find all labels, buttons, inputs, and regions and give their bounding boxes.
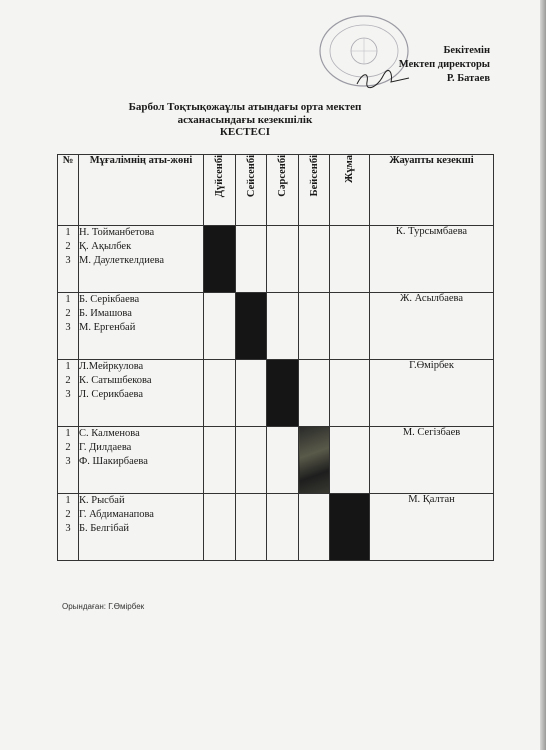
teacher-name: Ф. Шакирбаева: [79, 456, 148, 467]
row-numbers: [58, 293, 79, 360]
empty-day-cell: [204, 427, 236, 494]
row-numbers: [58, 360, 79, 427]
duty-day-marker: [330, 494, 370, 561]
director-signature: [353, 68, 413, 90]
teacher-names: [79, 494, 204, 561]
header-day-wednesday: [267, 155, 299, 226]
row-number: 1: [65, 294, 71, 305]
empty-day-cell: [330, 226, 370, 293]
teacher-name: М. Даулеткелдиева: [79, 255, 164, 266]
row-number: 3: [65, 456, 71, 467]
empty-day-cell: [330, 427, 370, 494]
header-day-label: Бейсенбі: [308, 155, 320, 197]
empty-day-cell: [267, 293, 299, 360]
empty-day-cell: [299, 293, 330, 360]
duty-day-marker: [267, 360, 299, 427]
teacher-name: Н. Тойманбетова: [79, 227, 155, 238]
prepared-by: Орындаған: Г.Өмірбек: [62, 602, 145, 611]
teacher-name: Л.Мейркулова: [79, 361, 144, 372]
table-row: [58, 226, 494, 293]
row-number: 3: [65, 523, 71, 534]
duty-day-marker: [204, 226, 236, 293]
director-name: Р. Батаев: [446, 73, 490, 84]
teacher-names: [79, 360, 204, 427]
empty-day-cell: [204, 494, 236, 561]
teacher-name: М. Ергенбай: [79, 322, 136, 333]
approval-block: [399, 44, 490, 86]
row-number: 1: [65, 361, 71, 372]
teacher-name: Г. Дилдаева: [79, 442, 132, 453]
duty-day-marker: [236, 293, 267, 360]
row-number: 1: [65, 227, 71, 238]
row-number: 1: [65, 428, 71, 439]
responsible-name: М. Қалтан: [370, 494, 494, 561]
header-day-label: Жұма: [344, 155, 355, 183]
responsible-name: К. Турсымбаева: [370, 226, 494, 293]
empty-day-cell: [330, 360, 370, 427]
header-teacher: Мұғалімнің аты-жөні: [79, 155, 204, 226]
empty-day-cell: [267, 226, 299, 293]
row-number: 2: [65, 509, 71, 520]
empty-day-cell: [299, 226, 330, 293]
empty-day-cell: [236, 494, 267, 561]
header-day-monday: [204, 155, 236, 226]
row-number: 2: [65, 308, 71, 319]
header-day-label: Дүйсенбі: [214, 155, 225, 198]
header-day-label: Сейсенбі: [245, 155, 257, 198]
teacher-name: Л. Серикбаева: [79, 389, 144, 400]
teacher-names: [79, 293, 204, 360]
duty-schedule-table: [57, 154, 494, 561]
table-row: [58, 360, 494, 427]
row-numbers: [58, 494, 79, 561]
teacher-names: [79, 427, 204, 494]
teacher-name: К. Сатышбекова: [79, 375, 152, 386]
empty-day-cell: [267, 427, 299, 494]
teacher-name: С. Калменова: [79, 428, 140, 439]
document-title: [120, 101, 370, 139]
empty-day-cell: [330, 293, 370, 360]
approval-line-2: Мектеп директоры: [398, 59, 490, 70]
empty-day-cell: [299, 360, 330, 427]
teacher-name: Б. Имашова: [79, 308, 132, 319]
table-row: [58, 494, 494, 561]
table-header-row: [58, 155, 494, 226]
row-number: 2: [65, 442, 71, 453]
title-line-1: Барбол Тоқтықожаұлы атындағы орта мектеп: [128, 101, 362, 113]
teacher-names: [79, 226, 204, 293]
teacher-name: Б. Серікбаева: [79, 294, 140, 305]
table-row: [58, 427, 494, 494]
header-day-label: Сәрсенбі: [277, 155, 288, 197]
row-numbers: [58, 226, 79, 293]
row-numbers: [58, 427, 79, 494]
empty-day-cell: [204, 293, 236, 360]
duty-day-marker: [299, 427, 330, 494]
header-day-friday: [330, 155, 370, 226]
responsible-name: Ж. Асылбаева: [370, 293, 494, 360]
row-number: 3: [65, 389, 71, 400]
row-number: 3: [65, 322, 71, 333]
empty-day-cell: [299, 494, 330, 561]
teacher-name: Б. Белгібай: [79, 523, 130, 534]
teacher-name: Қ. Ақылбек: [79, 241, 132, 252]
header-day-thursday: [299, 155, 330, 226]
header-day-tuesday: [236, 155, 267, 226]
table-row: [58, 293, 494, 360]
title-line-3: КЕСТЕСІ: [219, 126, 271, 138]
row-number: 2: [65, 375, 71, 386]
approval-line-1: Бекітемін: [443, 45, 490, 56]
row-number: 2: [65, 241, 71, 252]
table-body: [58, 226, 494, 561]
title-line-2: асханасындағы кезекшілік: [177, 113, 313, 126]
teacher-name: Г. Абдиманапова: [79, 509, 154, 520]
header-responsible: Жауапты кезекші: [370, 155, 494, 226]
empty-day-cell: [236, 360, 267, 427]
empty-day-cell: [236, 427, 267, 494]
teacher-name: К. Рысбай: [79, 495, 125, 506]
row-number: 1: [65, 495, 71, 506]
responsible-name: Г.Өмірбек: [370, 360, 494, 427]
empty-day-cell: [204, 360, 236, 427]
row-number: 3: [65, 255, 71, 266]
scan-edge: [540, 0, 546, 750]
empty-day-cell: [267, 494, 299, 561]
header-number: №: [58, 155, 79, 226]
approval-line-3: [399, 72, 490, 86]
responsible-name: М. Сегізбаев: [370, 427, 494, 494]
empty-day-cell: [236, 226, 267, 293]
